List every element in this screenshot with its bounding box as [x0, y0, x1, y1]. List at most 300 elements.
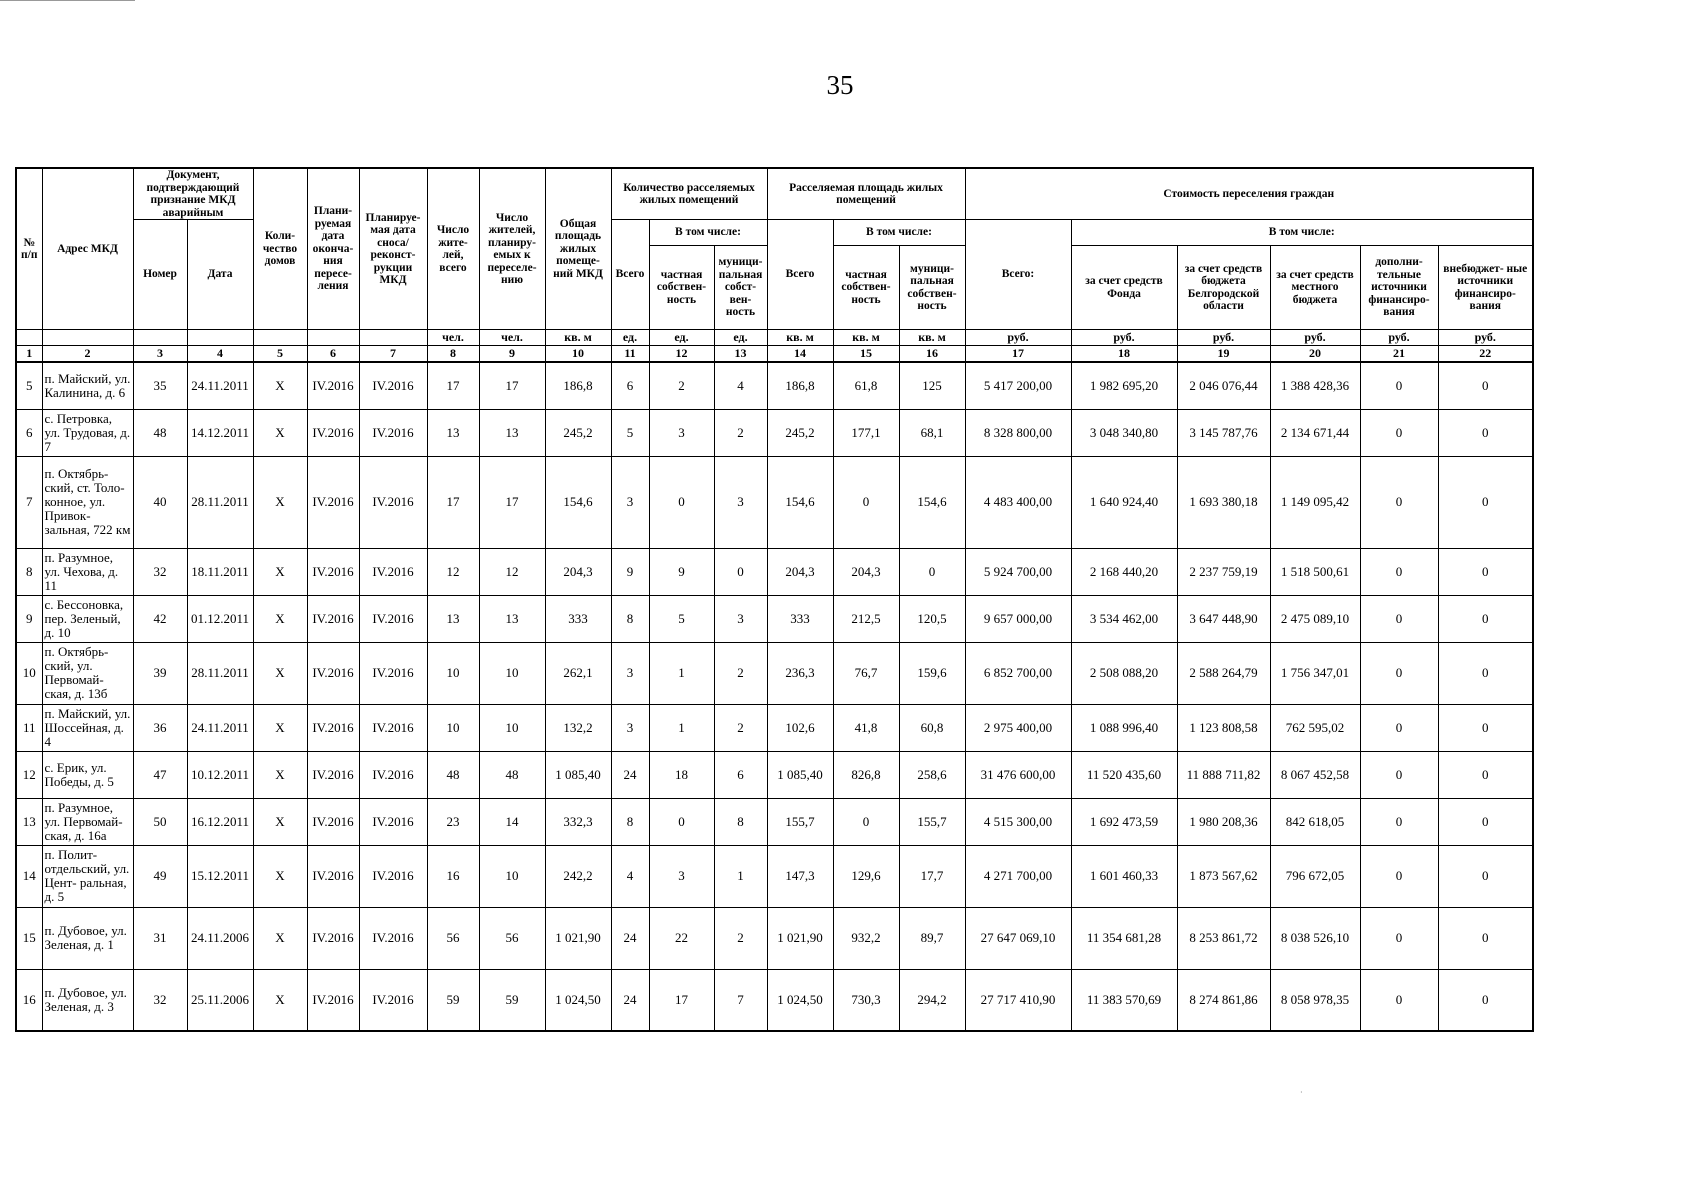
table-cell: X — [253, 456, 307, 548]
table-cell: 32 — [133, 969, 187, 1031]
table-cell: 47 — [133, 751, 187, 798]
table-cell: 1 — [649, 642, 714, 704]
table-row — [16, 845, 1533, 907]
table-cell: 155,7 — [767, 798, 833, 845]
table-row — [16, 969, 1533, 1031]
table-body — [16, 362, 1533, 1031]
table-cell: 18.11.2011 — [187, 548, 253, 595]
table-cell: 10 — [427, 642, 479, 704]
table-cell: 13 — [427, 595, 479, 642]
table-cell: 3 — [714, 456, 767, 548]
table-cell: 0 — [1438, 409, 1533, 456]
table-cell: 0 — [1438, 845, 1533, 907]
address-cell: с. Ерик, ул. Победы, д. 5 — [42, 751, 133, 798]
header-n: № п/п — [16, 168, 42, 330]
table-cell: 61,8 — [833, 362, 899, 409]
unit-cell: руб. — [965, 330, 1071, 346]
table-cell: 17 — [479, 362, 545, 409]
table-cell: 0 — [1360, 907, 1438, 969]
table-cell: IV.2016 — [359, 969, 427, 1031]
top-rule — [0, 0, 135, 1]
unit-cell: руб. — [1360, 330, 1438, 346]
table-cell: 2 588 264,79 — [1177, 642, 1270, 704]
table-cell: 0 — [1360, 362, 1438, 409]
table-cell: IV.2016 — [307, 595, 359, 642]
table-cell: 35 — [133, 362, 187, 409]
unit-cell: руб. — [1270, 330, 1360, 346]
column-number: 9 — [479, 346, 545, 363]
table-cell: 0 — [649, 798, 714, 845]
table-cell: 762 595,02 — [1270, 704, 1360, 751]
column-number: 2 — [42, 346, 133, 363]
table-cell: 10 — [479, 642, 545, 704]
table-cell: 294,2 — [899, 969, 965, 1031]
table-cell: X — [253, 409, 307, 456]
table-cell: 3 — [611, 642, 649, 704]
table-cell: IV.2016 — [307, 548, 359, 595]
table-cell: 8 — [611, 798, 649, 845]
table-cell: 2 975 400,00 — [965, 704, 1071, 751]
table-cell: X — [253, 595, 307, 642]
table-cell: 60,8 — [899, 704, 965, 751]
header-area-municipal: муници- пальная собствен- ность — [899, 246, 965, 330]
table-cell: 0 — [1438, 642, 1533, 704]
table-cell: 1 980 208,36 — [1177, 798, 1270, 845]
resettlement-table — [15, 167, 1534, 1032]
table-cell: 2 237 759,19 — [1177, 548, 1270, 595]
table-cell: 16.12.2011 — [187, 798, 253, 845]
unit-cell: чел. — [479, 330, 545, 346]
table-cell: 0 — [1360, 704, 1438, 751]
table-cell: 245,2 — [545, 409, 611, 456]
table-cell: 22 — [649, 907, 714, 969]
table-cell: 9 — [16, 595, 42, 642]
table-cell: 1 021,90 — [545, 907, 611, 969]
table-cell: 4 — [611, 845, 649, 907]
table-cell: 28.11.2011 — [187, 642, 253, 704]
table-cell: 0 — [1438, 907, 1533, 969]
table-cell: 932,2 — [833, 907, 899, 969]
scan-speck: · — [1300, 1088, 1303, 1097]
table-cell: 0 — [1438, 798, 1533, 845]
unit-cell: кв. м — [767, 330, 833, 346]
table-cell: 236,3 — [767, 642, 833, 704]
table-cell: 0 — [1360, 969, 1438, 1031]
unit-cell: ед. — [649, 330, 714, 346]
table-cell: 0 — [899, 548, 965, 595]
table-cell: 10.12.2011 — [187, 751, 253, 798]
table-cell: 3 — [649, 845, 714, 907]
table-row — [16, 595, 1533, 642]
table-cell: 0 — [1438, 456, 1533, 548]
header-residents-total: Число жите- лей, всего — [427, 168, 479, 330]
page-number: 35 — [826, 70, 854, 100]
table-row — [16, 704, 1533, 751]
table-cell: 204,3 — [833, 548, 899, 595]
column-number: 19 — [1177, 346, 1270, 363]
address-cell: п. Майский, ул. Шоссейная, д. 4 — [42, 704, 133, 751]
table-cell: IV.2016 — [359, 751, 427, 798]
table-cell: 186,8 — [545, 362, 611, 409]
table-cell: 1 692 473,59 — [1071, 798, 1177, 845]
column-number: 12 — [649, 346, 714, 363]
table-cell: 129,6 — [833, 845, 899, 907]
table-cell: X — [253, 642, 307, 704]
table-cell: 154,6 — [899, 456, 965, 548]
table-cell: 11 383 570,69 — [1071, 969, 1177, 1031]
header-area-total: Всего — [767, 220, 833, 330]
table-cell: 842 618,05 — [1270, 798, 1360, 845]
table-cell: 0 — [714, 548, 767, 595]
table-cell: 6 — [16, 409, 42, 456]
table-cell: 0 — [1360, 409, 1438, 456]
table-cell: 212,5 — [833, 595, 899, 642]
table-cell: 1 982 695,20 — [1071, 362, 1177, 409]
table-cell: IV.2016 — [307, 362, 359, 409]
table-cell: IV.2016 — [307, 704, 359, 751]
table-cell: 76,7 — [833, 642, 899, 704]
table-row — [16, 456, 1533, 548]
table-cell: 8 — [16, 548, 42, 595]
table-cell: X — [253, 548, 307, 595]
address-cell: п. Дубовое, ул. Зеленая, д. 1 — [42, 907, 133, 969]
column-number: 16 — [899, 346, 965, 363]
table-row — [16, 751, 1533, 798]
unit-blank — [16, 330, 42, 346]
table-cell: 2 — [714, 704, 767, 751]
table-cell: 3 048 340,80 — [1071, 409, 1177, 456]
header-houses-count: Коли- чество домов — [253, 168, 307, 330]
table-cell: 8 — [714, 798, 767, 845]
table-cell: X — [253, 845, 307, 907]
table-cell: 147,3 — [767, 845, 833, 907]
table-cell: 5 — [16, 362, 42, 409]
header-rooms-group: Количество расселяемых жилых помещений — [611, 168, 767, 220]
column-number: 22 — [1438, 346, 1533, 363]
table-row — [16, 409, 1533, 456]
table-cell: 24 — [611, 751, 649, 798]
column-number: 14 — [767, 346, 833, 363]
table-cell: 1 640 924,40 — [1071, 456, 1177, 548]
column-number: 3 — [133, 346, 187, 363]
table-cell: 8 274 861,86 — [1177, 969, 1270, 1031]
table-cell: IV.2016 — [359, 798, 427, 845]
column-number: 6 — [307, 346, 359, 363]
address-cell: п. Разумное, ул. Чехова, д. 11 — [42, 548, 133, 595]
table-cell: IV.2016 — [307, 751, 359, 798]
table-cell: 42 — [133, 595, 187, 642]
table-cell: 154,6 — [767, 456, 833, 548]
table-cell: 6 — [714, 751, 767, 798]
table-cell: 1 — [649, 704, 714, 751]
column-number: 13 — [714, 346, 767, 363]
table-cell: 125 — [899, 362, 965, 409]
address-cell: п. Полит- отдельский, ул. Цент- ральная, д. 5 — [42, 845, 133, 907]
table-cell: 23 — [427, 798, 479, 845]
table-cell: 0 — [833, 798, 899, 845]
table-cell: 1 088 996,40 — [1071, 704, 1177, 751]
header-cost-fund: за счет средств Фонда — [1071, 246, 1177, 330]
table-cell: 0 — [1360, 595, 1438, 642]
table-cell: 3 145 787,76 — [1177, 409, 1270, 456]
table-cell: 16 — [427, 845, 479, 907]
table-cell: 0 — [1360, 456, 1438, 548]
table-cell: 10 — [427, 704, 479, 751]
column-number: 4 — [187, 346, 253, 363]
table-cell: 16 — [16, 969, 42, 1031]
table-cell: 1 021,90 — [767, 907, 833, 969]
table-cell: 24 — [611, 969, 649, 1031]
table-cell: 0 — [833, 456, 899, 548]
table-cell: 50 — [133, 798, 187, 845]
header-area-group: Расселяемая площадь жилых помещений — [767, 168, 965, 220]
header-area-private: частная собствен- ность — [833, 246, 899, 330]
table-row — [16, 907, 1533, 969]
table-cell: 1 388 428,36 — [1270, 362, 1360, 409]
unit-cell: руб. — [1071, 330, 1177, 346]
column-number: 18 — [1071, 346, 1177, 363]
table-cell: 36 — [133, 704, 187, 751]
table-cell: 13 — [16, 798, 42, 845]
table-cell: IV.2016 — [359, 595, 427, 642]
table-cell: 262,1 — [545, 642, 611, 704]
table-cell: 27 647 069,10 — [965, 907, 1071, 969]
table-cell: 01.12.2011 — [187, 595, 253, 642]
table-cell: 1 085,40 — [545, 751, 611, 798]
unit-cell: ед. — [714, 330, 767, 346]
table-cell: 826,8 — [833, 751, 899, 798]
table-cell: 18 — [649, 751, 714, 798]
table-cell: 2 475 089,10 — [1270, 595, 1360, 642]
table-cell: 1 024,50 — [545, 969, 611, 1031]
table-cell: 1 601 460,33 — [1071, 845, 1177, 907]
table-cell: 1 518 500,61 — [1270, 548, 1360, 595]
header-cost-regional: за счет средств бюджета Белгородской области — [1177, 246, 1270, 330]
column-number: 10 — [545, 346, 611, 363]
table-cell: 11 354 681,28 — [1071, 907, 1177, 969]
table-cell: 31 476 600,00 — [965, 751, 1071, 798]
table-cell: 159,6 — [899, 642, 965, 704]
header-address: Адрес МКД — [42, 168, 133, 330]
table-cell: 41,8 — [833, 704, 899, 751]
table-cell: 24.11.2006 — [187, 907, 253, 969]
table-cell: 14.12.2011 — [187, 409, 253, 456]
header-doc-number: Номер — [133, 220, 187, 330]
table-cell: 17 — [479, 456, 545, 548]
table-cell: 0 — [1438, 362, 1533, 409]
table-cell: 2 168 440,20 — [1071, 548, 1177, 595]
unit-blank — [359, 330, 427, 346]
table-cell: 12 — [479, 548, 545, 595]
unit-cell: ед. — [611, 330, 649, 346]
table-cell: 1 693 380,18 — [1177, 456, 1270, 548]
unit-blank — [42, 330, 133, 346]
address-cell: п. Дубовое, ул. Зеленая, д. 3 — [42, 969, 133, 1031]
table-cell: 49 — [133, 845, 187, 907]
table-cell: 204,3 — [545, 548, 611, 595]
table-cell: 12 — [16, 751, 42, 798]
unit-cell: руб. — [1177, 330, 1270, 346]
table-cell: 333 — [767, 595, 833, 642]
header-cost-including: В том числе: — [1071, 220, 1533, 246]
table-cell: 7 — [714, 969, 767, 1031]
table-cell: 1 873 567,62 — [1177, 845, 1270, 907]
table-cell: IV.2016 — [359, 456, 427, 548]
table-cell: 11 520 435,60 — [1071, 751, 1177, 798]
header-planned-demolition: Планируе- мая дата сноса/ реконст- рукции МКД — [359, 168, 427, 330]
table-cell: 32 — [133, 548, 187, 595]
header-cost-total: Всего: — [965, 220, 1071, 330]
table-row — [16, 798, 1533, 845]
table-cell: 242,2 — [545, 845, 611, 907]
table-cell: 796 672,05 — [1270, 845, 1360, 907]
column-numbers-row — [16, 346, 1533, 363]
table-cell: 2 — [714, 642, 767, 704]
table-cell: 3 647 448,90 — [1177, 595, 1270, 642]
column-number: 21 — [1360, 346, 1438, 363]
table-cell: X — [253, 704, 307, 751]
unit-cell: чел. — [427, 330, 479, 346]
table-cell: IV.2016 — [307, 798, 359, 845]
table-cell: 25.11.2006 — [187, 969, 253, 1031]
unit-blank — [307, 330, 359, 346]
table-cell: 2 — [649, 362, 714, 409]
table-cell: 204,3 — [767, 548, 833, 595]
table-cell: 1 — [714, 845, 767, 907]
table-cell: IV.2016 — [359, 409, 427, 456]
table-cell: X — [253, 751, 307, 798]
table-cell: 4 — [714, 362, 767, 409]
table-cell: IV.2016 — [359, 704, 427, 751]
table-cell: IV.2016 — [359, 548, 427, 595]
table-cell: 68,1 — [899, 409, 965, 456]
column-number: 20 — [1270, 346, 1360, 363]
table-cell: 31 — [133, 907, 187, 969]
table-cell: 730,3 — [833, 969, 899, 1031]
table-cell: 1 123 808,58 — [1177, 704, 1270, 751]
table-cell: 15.12.2011 — [187, 845, 253, 907]
address-cell: п. Майский, ул. Калинина, д. 6 — [42, 362, 133, 409]
table-cell: 0 — [1360, 548, 1438, 595]
table-cell: 0 — [649, 456, 714, 548]
table-cell: 17 — [649, 969, 714, 1031]
table-cell: 48 — [427, 751, 479, 798]
table-cell: 48 — [133, 409, 187, 456]
address-cell: с. Петровка, ул. Трудовая, д. 7 — [42, 409, 133, 456]
table-cell: 39 — [133, 642, 187, 704]
table-cell: IV.2016 — [307, 969, 359, 1031]
header-rooms-total: Всего — [611, 220, 649, 330]
header-residents-planned: Число жителей, планиру- емых к переселе- нию — [479, 168, 545, 330]
table-cell: 5 — [649, 595, 714, 642]
address-cell: п. Октябрь- ский, ст. Толо- конное, ул. Привок- зальная, 722 км — [42, 456, 133, 548]
table-cell: 1 085,40 — [767, 751, 833, 798]
unit-cell: кв. м — [833, 330, 899, 346]
unit-cell: кв. м — [545, 330, 611, 346]
table-cell: 59 — [479, 969, 545, 1031]
header-rooms-municipal: муници- пальная собст- вен- ность — [714, 246, 767, 330]
column-number: 15 — [833, 346, 899, 363]
column-number: 8 — [427, 346, 479, 363]
table-cell: 2 — [714, 409, 767, 456]
unit-cell: руб. — [1438, 330, 1533, 346]
table-cell: 89,7 — [899, 907, 965, 969]
table-cell: IV.2016 — [307, 642, 359, 704]
table-cell: 24.11.2011 — [187, 704, 253, 751]
table-cell: 4 515 300,00 — [965, 798, 1071, 845]
table-cell: 0 — [1438, 548, 1533, 595]
table-cell: 5 — [611, 409, 649, 456]
table-cell: IV.2016 — [307, 845, 359, 907]
table-cell: 13 — [479, 595, 545, 642]
header-cost-group: Стоимость переселения граждан — [965, 168, 1533, 220]
table-cell: 40 — [133, 456, 187, 548]
header-total-area: Общая площадь жилых помеще- ний МКД — [545, 168, 611, 330]
table-cell: 13 — [479, 409, 545, 456]
table-cell: 17,7 — [899, 845, 965, 907]
table-cell: 9 — [649, 548, 714, 595]
table-cell: 2 508 088,20 — [1071, 642, 1177, 704]
table-cell: 3 — [649, 409, 714, 456]
table-cell: IV.2016 — [307, 907, 359, 969]
unit-blank — [133, 330, 187, 346]
table-row — [16, 362, 1533, 409]
table-cell: 0 — [1360, 798, 1438, 845]
unit-blank — [187, 330, 253, 346]
header-planned-resettlement-end: Плани- руемая дата оконча- ния пересе- ления — [307, 168, 359, 330]
table-cell: 177,1 — [833, 409, 899, 456]
table-cell: 4 271 700,00 — [965, 845, 1071, 907]
header-cost-extrabudget: внебюджет- ные источники финансиро- вания — [1438, 246, 1533, 330]
header-rooms-including: В том числе: — [649, 220, 767, 246]
column-number: 1 — [16, 346, 42, 363]
table-cell: 154,6 — [545, 456, 611, 548]
table-cell: 0 — [1438, 595, 1533, 642]
table-cell: 8 038 526,10 — [1270, 907, 1360, 969]
table-cell: 24.11.2011 — [187, 362, 253, 409]
table-cell: X — [253, 969, 307, 1031]
table-cell: 8 253 861,72 — [1177, 907, 1270, 969]
table-cell: 2 134 671,44 — [1270, 409, 1360, 456]
table-cell: 11 888 711,82 — [1177, 751, 1270, 798]
table-cell: 3 — [714, 595, 767, 642]
table-cell: 10 — [16, 642, 42, 704]
column-number: 11 — [611, 346, 649, 363]
table-cell: 56 — [427, 907, 479, 969]
table-cell: 5 417 200,00 — [965, 362, 1071, 409]
table-cell: X — [253, 907, 307, 969]
table-cell: 15 — [16, 907, 42, 969]
table-cell: 12 — [427, 548, 479, 595]
table-cell: 9 657 000,00 — [965, 595, 1071, 642]
table-cell: 24 — [611, 907, 649, 969]
table-cell: 27 717 410,90 — [965, 969, 1071, 1031]
table-cell: 17 — [427, 362, 479, 409]
table-cell: IV.2016 — [359, 907, 427, 969]
table-cell: 4 483 400,00 — [965, 456, 1071, 548]
table-cell: 2 — [714, 907, 767, 969]
table-cell: 9 — [611, 548, 649, 595]
table-cell: IV.2016 — [359, 845, 427, 907]
table-cell: 3 — [611, 456, 649, 548]
table-cell: 0 — [1438, 704, 1533, 751]
table-cell: 1 024,50 — [767, 969, 833, 1031]
table-cell: 0 — [1360, 642, 1438, 704]
table-row — [16, 548, 1533, 595]
table-cell: 186,8 — [767, 362, 833, 409]
table-cell: 6 — [611, 362, 649, 409]
table-container — [15, 167, 1534, 1032]
